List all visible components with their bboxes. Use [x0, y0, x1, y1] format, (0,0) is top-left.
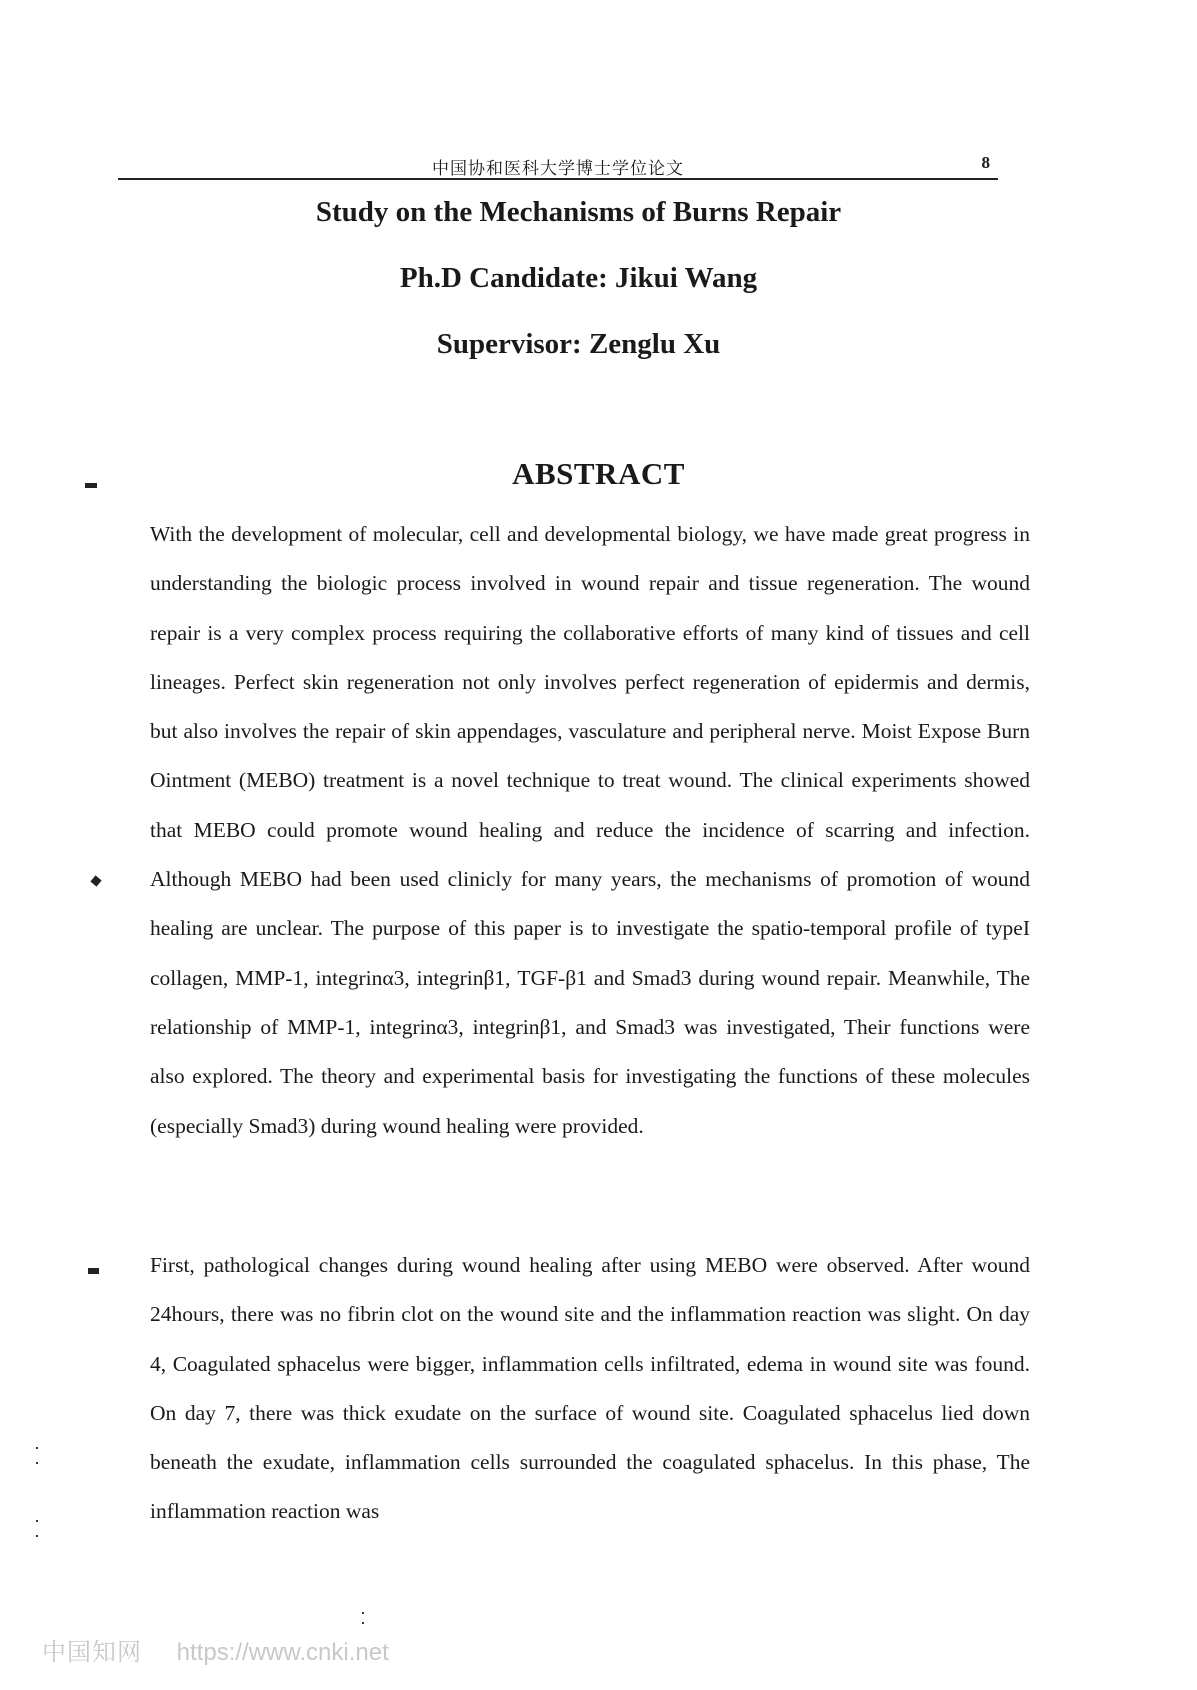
abstract-heading: ABSTRACT	[512, 456, 685, 491]
scan-mark	[88, 1268, 99, 1274]
running-header	[118, 150, 998, 180]
candidate-line: Ph.D Candidate: Jikui Wang	[399, 262, 758, 294]
paper-title: Study on the Mechanisms of Burns Repair	[315, 196, 842, 228]
supervisor-line: Supervisor: Zenglu Xu	[436, 328, 721, 360]
abstract-paragraph-2	[150, 1241, 1030, 1537]
page-number: 8	[981, 153, 990, 172]
cnki-logo-text: 中国知网	[42, 1639, 142, 1666]
abstract-paragraph-1	[150, 510, 1030, 1151]
scan-mark	[85, 483, 97, 488]
cnki-watermark	[42, 1632, 389, 1667]
scan-speck	[36, 1447, 38, 1449]
scan-speck	[36, 1520, 38, 1522]
scan-speck	[362, 1612, 364, 1614]
scan-mark	[90, 875, 101, 886]
cnki-url: https://www.cnki.net	[176, 1639, 389, 1666]
scan-speck	[36, 1462, 38, 1464]
header-title: 中国协和医科大学博士学位论文	[432, 159, 684, 178]
scan-speck	[362, 1622, 364, 1624]
abstract-paragraph-2-text: First, pathological changes during wound healing after using MEBO were observed. After wound 24hours, there was no fibrin clot on the wound site and the inflammation reaction was slight. On day 4, Coagulated sphacelus were bigger, inflammation cells infiltrated, edema in wound site was found. On day 7, there was thick exudate on the surface of wound site. Coagulated sphacelus lied down beneath the exudate, inflammation cells surrounded the coagulated sphacelus. In this phase, The inflammation reaction was	[150, 1253, 1030, 1524]
abstract-paragraph-1-text: With the development of molecular, cell and developmental biology, we have made great progress in understanding the biologic process involved in wound repair and tissue regeneration. The wound repair is a very complex process requiring the collaborative efforts of many kind of tissues and cell lineages. Perfect skin regeneration not only involves perfect regeneration of epidermis and dermis, but also involves the repair of skin appendages, vasculature and peripheral nerve. Moist Expose Burn Ointment (MEBO) treatment is a novel technique to treat wound. The clinical experiments showed that MEBO could promote wound healing and reduce the incidence of scarring and infection. Although MEBO had been used clinicly for many years, the mechanisms of promotion of wound healing are unclear. The purpose of this paper is to investigate the spatio-temporal profile of typeI collagen, MMP-1, integrinα3, integrinβ1, TGF-β1 and Smad3 during wound repair. Meanwhile, The relationship of MMP-1, integrinα3, integrinβ1, and Smad3 was investigated, Their functions were also explored. The theory and experimental basis for investigating the functions of these molecules (especially Smad3) during wound healing were provided.	[150, 522, 1030, 1138]
scan-speck	[36, 1535, 38, 1537]
